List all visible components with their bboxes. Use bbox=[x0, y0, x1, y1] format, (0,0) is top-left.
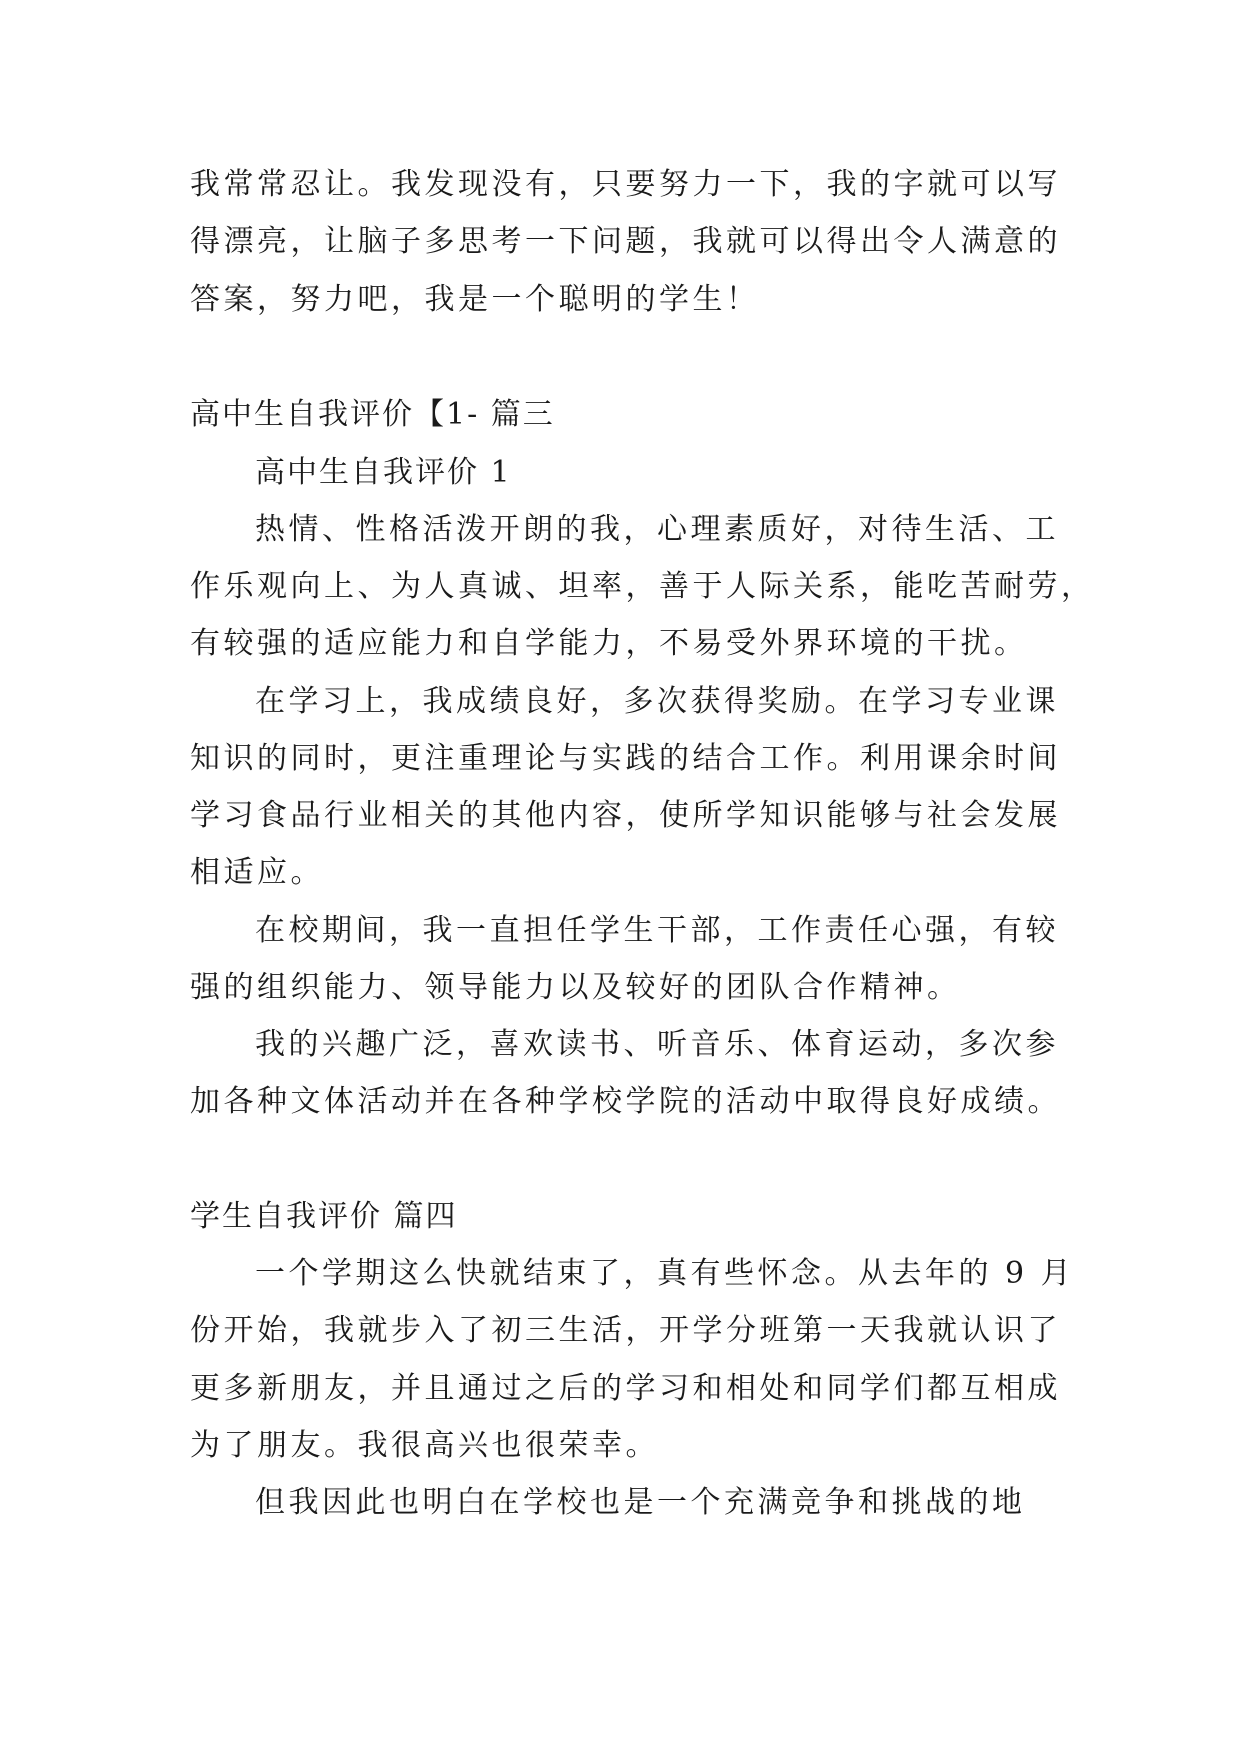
text-line: 强的组织能力、领导能力以及较好的团队合作精神。 bbox=[190, 970, 961, 1005]
text-line: 作乐观向上、为人真诚、坦率，善于人际关系，能吃苦耐劳， bbox=[190, 569, 1095, 604]
section-heading-4: 学生自我评价 篇四 bbox=[190, 1199, 458, 1234]
text-line: 但我因此也明白在学校也是一个充满竞争和挑战的地 bbox=[255, 1485, 1026, 1520]
text-line: 加各种文体活动并在各种学校学院的活动中取得良好成绩。 bbox=[190, 1084, 1061, 1119]
text-line: 有较强的适应能力和自学能力，不易受外界环境的干扰。 bbox=[190, 626, 1028, 661]
subheading: 高中生自我评价 1 bbox=[255, 455, 512, 490]
text-line: 热情、性格活泼开朗的我，心理素质好，对待生活、工 bbox=[255, 512, 1059, 547]
section-heading-3: 高中生自我评价【1- 篇三 bbox=[190, 397, 555, 432]
text-line: 我的兴趣广泛，喜欢读书、听音乐、体育运动，多次参 bbox=[255, 1027, 1059, 1062]
text-line: 相适应。 bbox=[190, 855, 324, 890]
text-line: 在学习上，我成绩良好，多次获得奖励。在学习专业课 bbox=[255, 684, 1059, 719]
text-line: 学习食品行业相关的其他内容，使所学知识能够与社会发展 bbox=[190, 798, 1061, 833]
text-line: 得漂亮，让脑子多思考一下问题，我就可以得出令人满意的 bbox=[190, 224, 1061, 259]
text-line: 在校期间，我一直担任学生干部，工作责任心强，有较 bbox=[255, 913, 1059, 948]
text-line: 更多新朋友，并且通过之后的学习和相处和同学们都互相成 bbox=[190, 1371, 1061, 1406]
text-line: 知识的同时，更注重理论与实践的结合工作。利用课余时间 bbox=[190, 741, 1061, 776]
text-line: 答案，努力吧，我是一个聪明的学生！ bbox=[190, 282, 760, 317]
text-line: 一个学期这么快就结束了，真有些怀念。从去年的 9 月 bbox=[255, 1256, 1075, 1291]
text-line: 为了朋友。我很高兴也很荣幸。 bbox=[190, 1428, 659, 1463]
text-line: 我常常忍让。我发现没有，只要努力一下，我的字就可以写 bbox=[190, 167, 1061, 202]
text-line: 份开始，我就步入了初三生活，开学分班第一天我就认识了 bbox=[190, 1313, 1061, 1348]
